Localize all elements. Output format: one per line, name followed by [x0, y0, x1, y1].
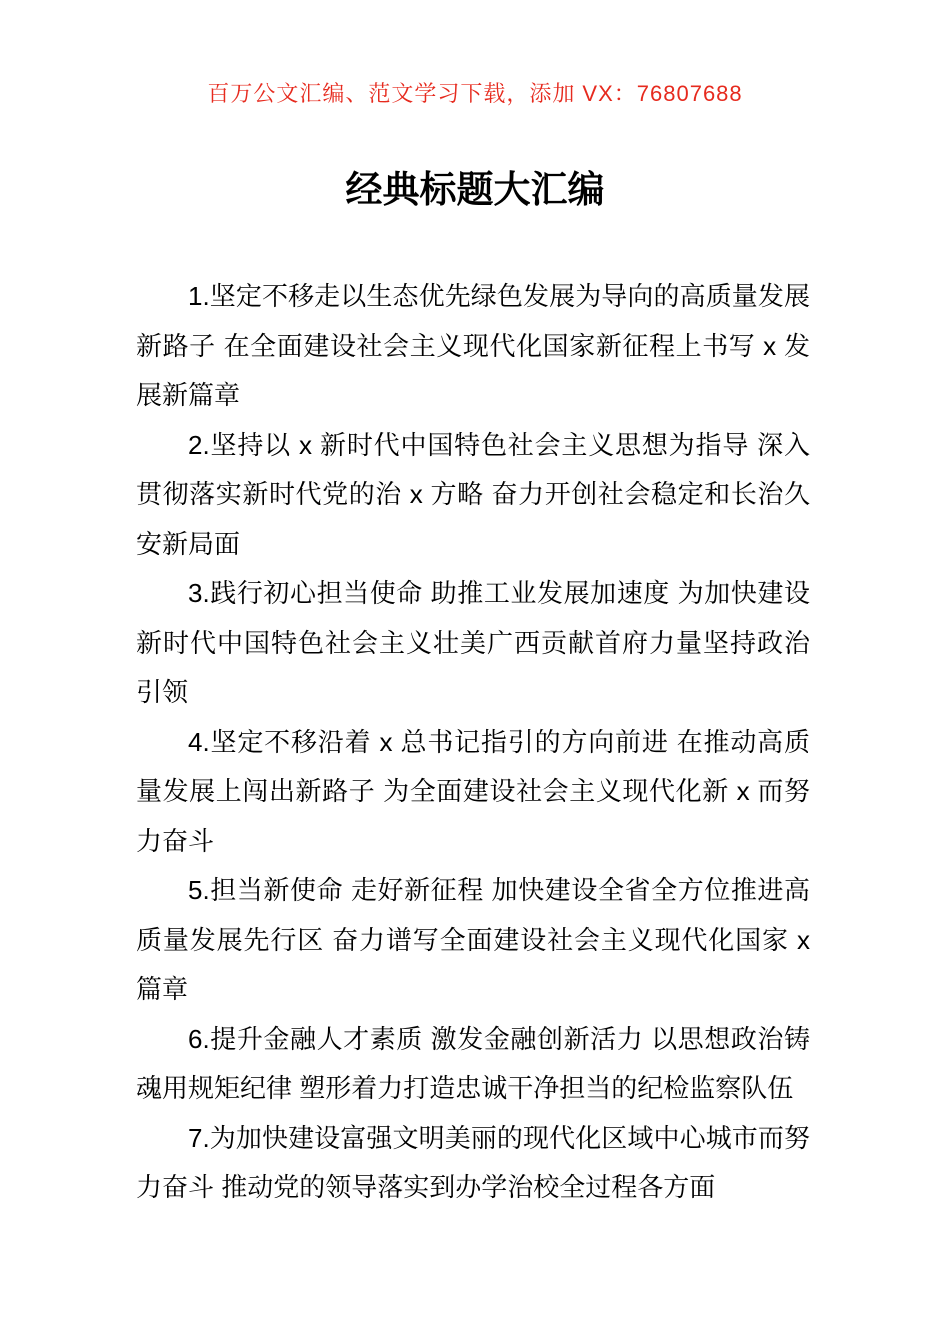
- title-item: 7.为加快建设富强文明美丽的现代化区域中心城市而努力奋斗 推动党的领导落实到办学治校全过程各方面: [136, 1122, 810, 1202]
- document-title: 经典标题大汇编: [345, 169, 605, 210]
- title-item: 3.践行初心担当使命 助推工业发展加速度 为加快建设新时代中国特色社会主义壮美广西贡献首府力量坚持政治引领: [136, 578, 810, 707]
- title-item: 1.坚定不移走以生态优先绿色发展为导向的高质量发展新路子 在全面建设社会主义现代化国家新征程上书写 x 发展新篇章: [136, 281, 810, 410]
- promo-banner-text: 百万公文汇编、范文学习下载，添加 VX：76807688: [207, 81, 743, 106]
- title-item: 5.担当新使命 走好新征程 加快建设全省全方位推进高质量发展先行区 奋力谱写全面建设社会主义现代化国家 x 篇章: [136, 875, 810, 1004]
- title-item: 4.坚定不移沿着 x 总书记指引的方向前进 在推动高质量发展上闯出新路子 为全面建设社会主义现代化新 x 而努力奋斗: [136, 726, 810, 856]
- title-list: [136, 272, 810, 1213]
- title-item: 2.坚持以 x 新时代中国特色社会主义思想为指导 深入贯彻落实新时代党的治 x 方略 奋力开创社会稳定和长治久安新局面: [136, 429, 810, 559]
- title-item: 6.提升金融人才素质 激发金融创新活力 以思想政治铸魂用规矩纪律 塑形着力打造忠诚干净担当的纪检监察队伍: [136, 1023, 810, 1103]
